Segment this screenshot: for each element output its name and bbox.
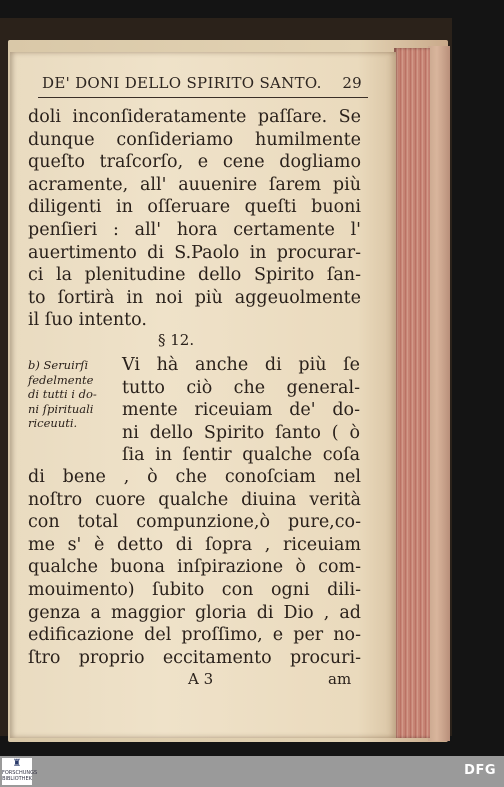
- text-line: diligenti in oſſeruare queſti buoni: [28, 197, 361, 218]
- margin-note: [28, 358, 120, 431]
- text-line: di bene , ò che conoſciam nel: [28, 467, 361, 487]
- text-line: genza a maggior gloria di Dio , ad: [28, 602, 361, 623]
- text-line: mente riceuiam de' do-: [122, 400, 360, 421]
- signature-mark: A 3: [188, 670, 214, 688]
- paragraph-top: [28, 106, 361, 332]
- text-line: ni dello Spirito ſanto ( ò: [122, 422, 360, 443]
- text-line: penſieri : all' hora certamente l': [28, 219, 361, 240]
- text-line: Vi hà anche di più ſe: [122, 355, 360, 375]
- running-title: DE' DONI DELLO SPIRITO SANTO.: [42, 74, 322, 92]
- margin-note-line: riceuuti.: [28, 416, 78, 430]
- catchword: am: [328, 670, 352, 688]
- red-fore-edge: [394, 48, 430, 738]
- text-line: mouimento) ſubito con ogni dili-: [28, 579, 361, 600]
- header-rule: [38, 97, 368, 98]
- margin-note-line: ni ſpirituali: [28, 401, 94, 416]
- text-line: edificazione del proſſimo, e per no-: [28, 625, 361, 646]
- book-edge: [428, 46, 450, 741]
- page-number: 29: [342, 74, 362, 92]
- text-line: ci la plenitudine dello Spirito ſan-: [28, 265, 361, 286]
- text-line: noſtro cuore qualche diuina verità: [28, 489, 361, 510]
- text-line: qualche buona inſpirazione ò com-: [28, 557, 361, 578]
- text-line: tutto ciò che general-: [122, 377, 360, 398]
- text-line: me s' è detto di ſopra , riceuiam: [28, 534, 361, 555]
- book-scan: [0, 18, 452, 736]
- library-logo-text: FORSCHUNGS BIBLIOTHEK: [2, 770, 38, 782]
- text-line: ſtro proprio eccitamento procuri-: [28, 647, 361, 668]
- text-line: auertimento di S.Paolo in procurar-: [28, 242, 361, 263]
- book-page: [10, 52, 396, 738]
- text-line: il ſuo intento.: [28, 310, 147, 331]
- margin-note-line: di tutti i do-: [28, 387, 97, 401]
- running-header: [42, 74, 362, 92]
- text-line: con total compunzione,ò pure,co-: [28, 512, 361, 533]
- text-line: acramente, all' auuenire ſarem più: [28, 174, 361, 195]
- section-mark: § 12.: [158, 331, 195, 349]
- indented-paragraph: [122, 354, 360, 467]
- library-crest-icon: ♜: [12, 758, 22, 769]
- text-line: doli inconſideratamente paſſare. Se: [28, 107, 361, 127]
- viewer-footer-bar: [0, 756, 504, 787]
- text-line: to ſortirà in noi più aggeuolmente: [28, 287, 361, 308]
- margin-note-line: b) Seruirſi: [28, 358, 89, 372]
- text-line: queſto traſcorſo, e cene dogliamo: [28, 152, 361, 173]
- margin-note-line: fedelmente: [28, 372, 94, 387]
- text-line: ſia in ſentir qualche coſa: [122, 445, 360, 466]
- paragraph-bottom: [28, 466, 361, 669]
- text-line: dunque conſideriamo humilmente: [28, 129, 361, 150]
- library-logo[interactable]: [2, 758, 38, 785]
- dfg-logo[interactable]: DFG: [464, 763, 496, 778]
